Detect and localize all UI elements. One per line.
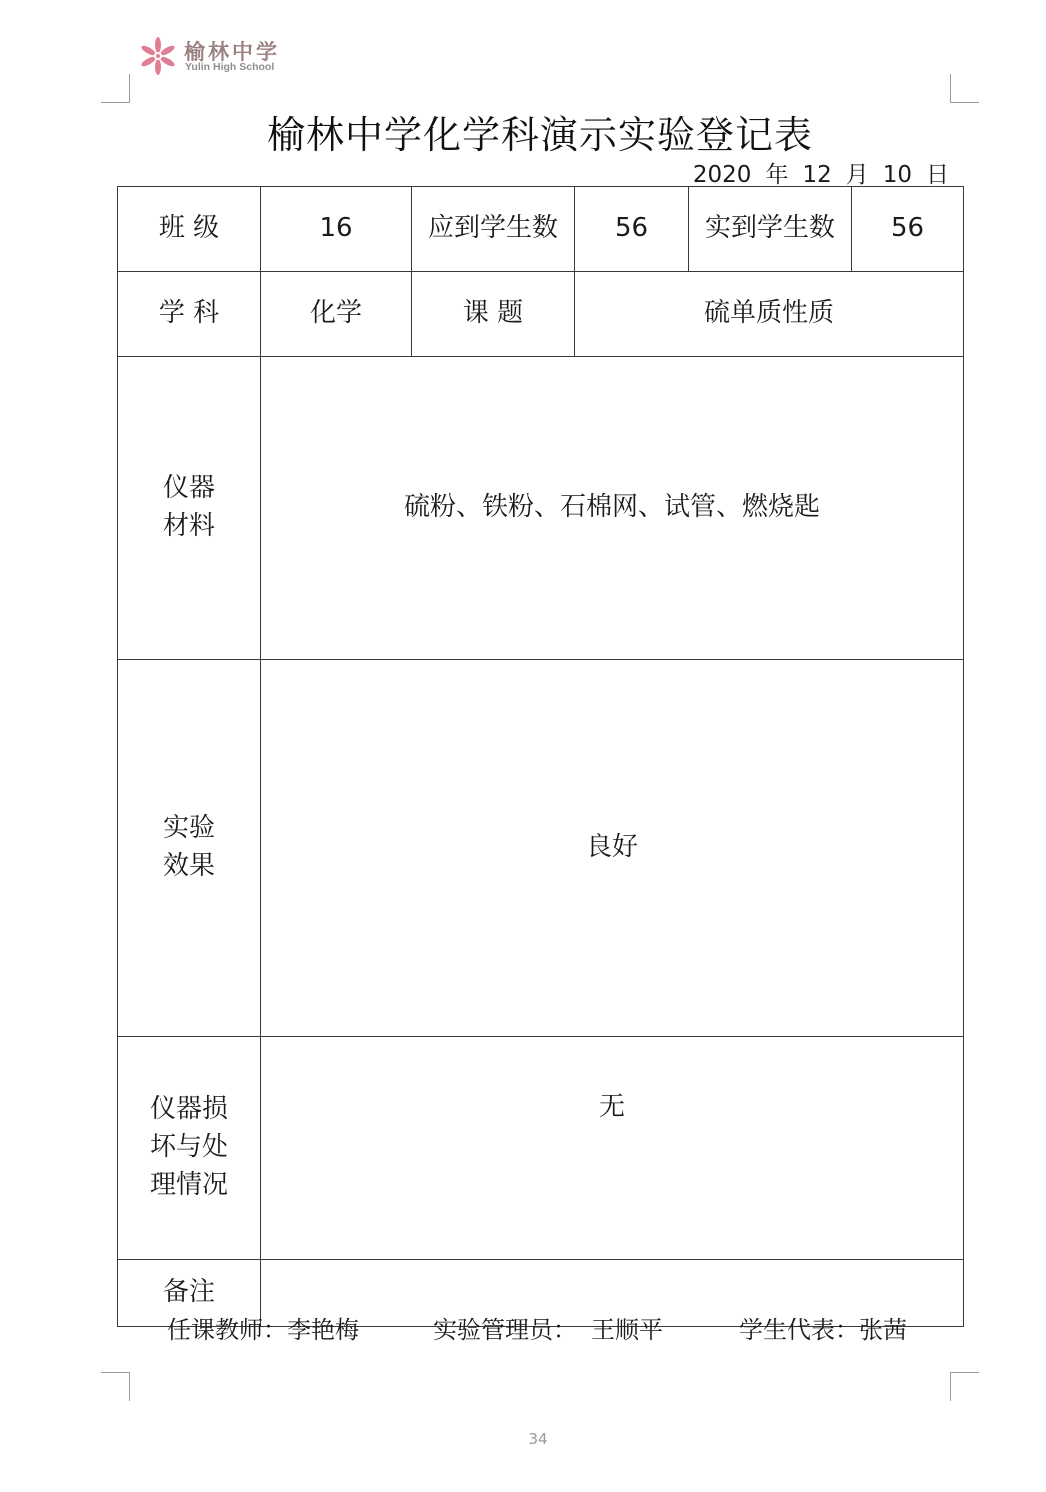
- crop-mark-bottom-left: [101, 1372, 130, 1401]
- expected-students-value: 56: [575, 187, 689, 272]
- crop-mark-top-right: [950, 74, 979, 103]
- damage-label: [118, 1037, 261, 1260]
- manager-signature: [433, 1310, 663, 1345]
- manager-name: 王顺平: [591, 1316, 663, 1344]
- manager-label: 实验管理员：: [433, 1316, 577, 1344]
- effect-label-line: 实验: [162, 813, 215, 844]
- flower-logo-icon: [138, 36, 178, 76]
- equipment-value: 硫粉、铁粉、石棉网、试管、燃烧匙: [261, 357, 964, 660]
- topic-label: 课 题: [412, 272, 575, 357]
- date-month-unit: 月: [845, 162, 869, 188]
- damage-value: 无: [261, 1037, 964, 1260]
- date-month: 12: [802, 162, 832, 188]
- subject-value: 化学: [261, 272, 412, 357]
- class-value: 16: [261, 187, 412, 272]
- subject-label: 学 科: [118, 272, 261, 357]
- page-number: 34: [528, 1430, 548, 1448]
- actual-students-value: 56: [852, 187, 964, 272]
- page-title: 榆林中学化学科演示实验登记表: [266, 113, 813, 157]
- effect-value: 良好: [261, 660, 964, 1037]
- crop-mark-bottom-right: [950, 1372, 979, 1401]
- table-row: [118, 187, 964, 272]
- equipment-label-line: 仪器: [162, 473, 215, 504]
- school-logo: [138, 34, 298, 78]
- date-day-unit: 日: [926, 162, 949, 188]
- table-row: [118, 1037, 964, 1260]
- effect-label: [118, 660, 261, 1037]
- equipment-label-line: 材料: [162, 511, 215, 541]
- damage-label-line: 坏与处: [149, 1132, 228, 1163]
- logo-english-text: Yulin High School: [185, 61, 275, 73]
- damage-label-line: 仪器损: [149, 1094, 228, 1125]
- student-rep-signature: 学生代表：张茜: [739, 1316, 907, 1344]
- date-day: 10: [882, 162, 912, 188]
- equipment-label: [118, 357, 261, 660]
- table-row: [118, 272, 964, 357]
- date-year: 2020: [692, 162, 752, 188]
- actual-students-label: 实到学生数: [689, 187, 852, 272]
- remarks-label: 备注: [118, 1260, 261, 1327]
- class-label: 班 级: [118, 187, 261, 272]
- logo-chinese-text: 榆林中学: [184, 39, 280, 64]
- expected-students-label: 应到学生数: [412, 187, 575, 272]
- table-row: [118, 357, 964, 660]
- topic-value: 硫单质性质: [575, 272, 964, 357]
- table-row: [118, 660, 964, 1037]
- date-year-unit: 年: [765, 162, 789, 188]
- crop-mark-top-left: [101, 74, 130, 103]
- damage-label-line: 理情况: [149, 1169, 228, 1200]
- date-line: [693, 156, 949, 189]
- effect-label-line: 效果: [162, 851, 215, 881]
- registration-table: [117, 186, 964, 1327]
- teacher-signature: 任课教师：李艳梅: [167, 1316, 359, 1344]
